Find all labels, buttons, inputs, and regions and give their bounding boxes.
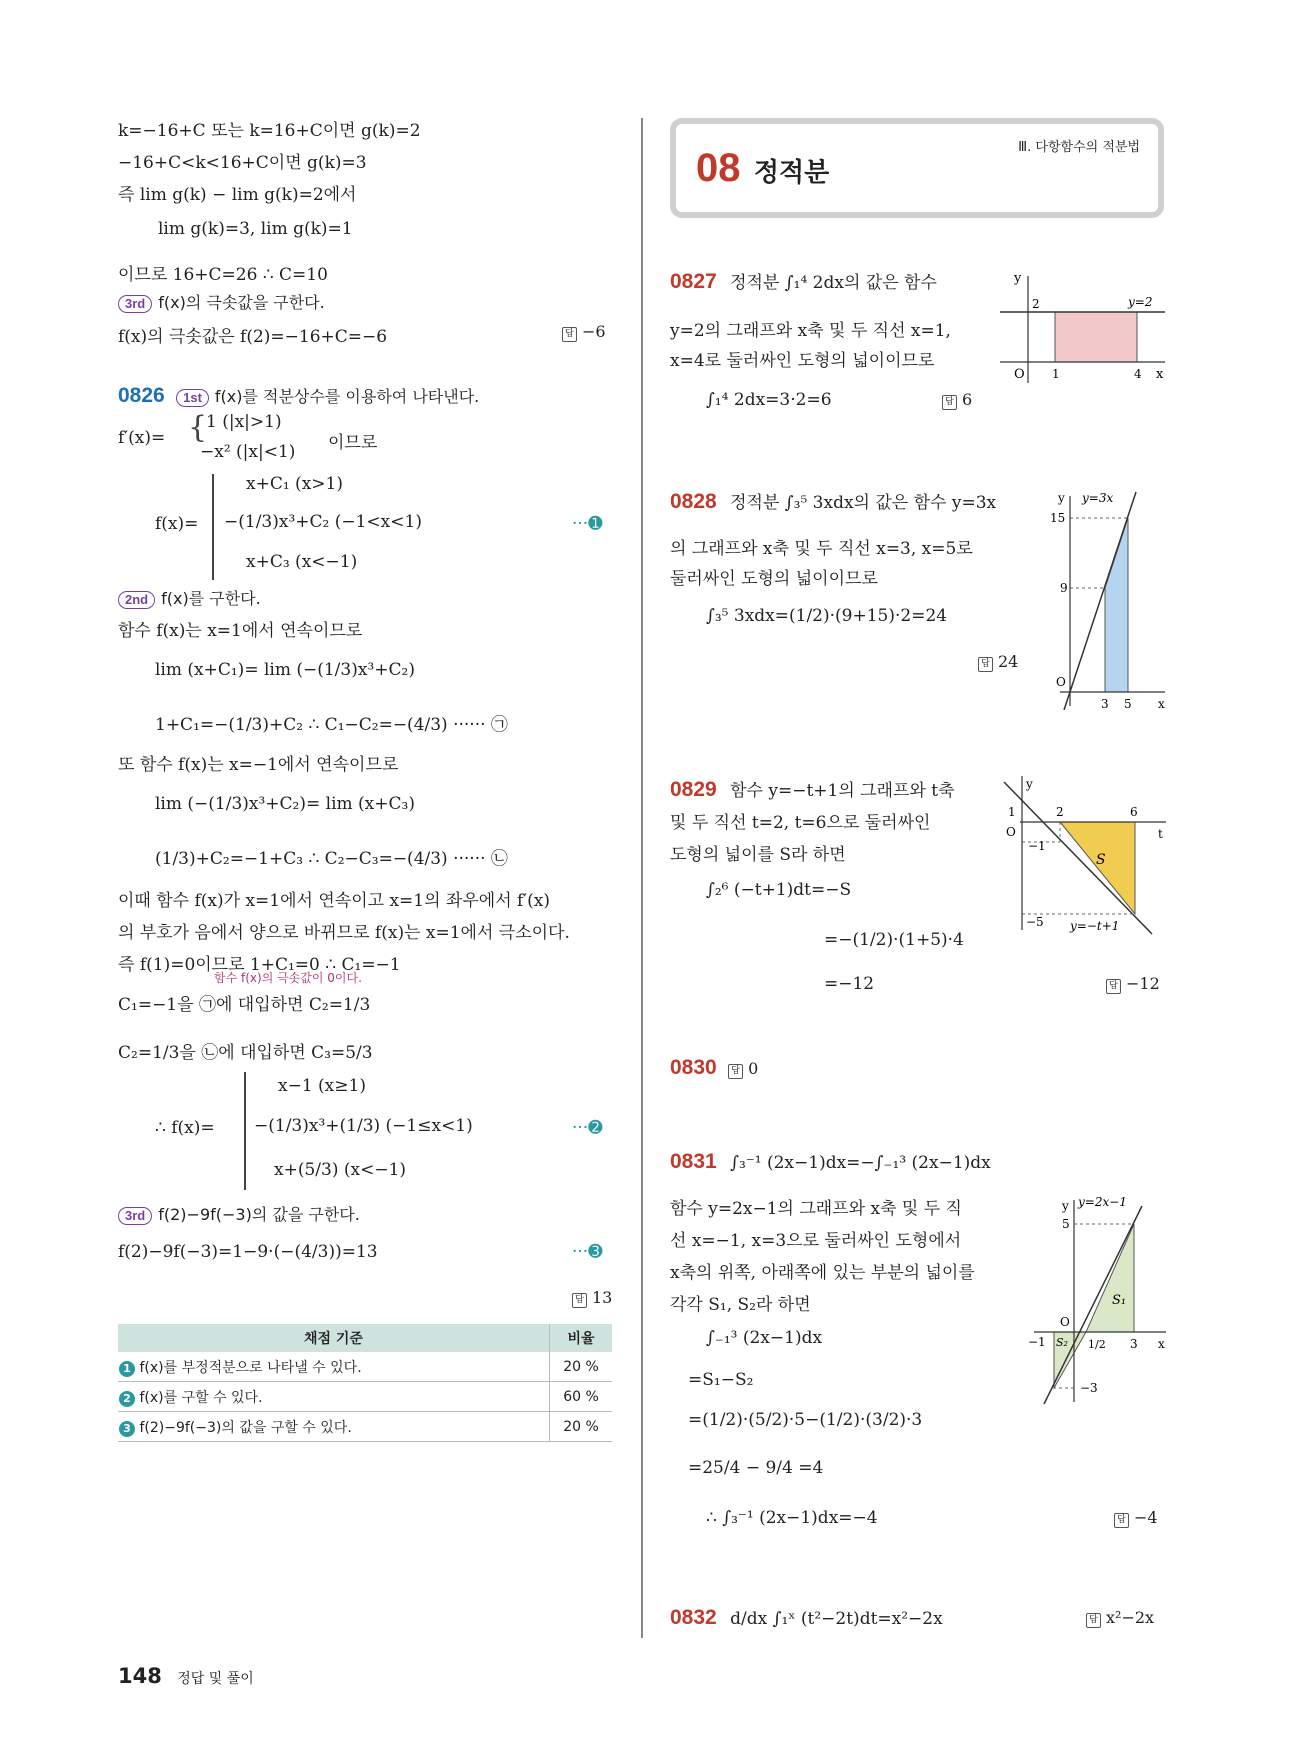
number-circle-icon: 2 (119, 1391, 135, 1407)
axis-label: y (1058, 491, 1065, 505)
axis-label: t (1158, 827, 1163, 841)
graph-0828 (1040, 488, 1170, 710)
problem-0832-line: 0832 d/dx ∫₁ˣ (t²−2t)dt=x²−2x (670, 1606, 943, 1629)
problem-0827-line: 0827 정적분 ∫₁⁴ 2dx의 값은 함수 (670, 270, 937, 293)
area-rect (1055, 312, 1137, 362)
axis-label: x (1158, 697, 1165, 710)
line: lim (−(1/3)x³+C₂)= lim (x+C₃) (155, 794, 415, 814)
line: 함수 y=2x−1의 그래프와 x축 및 두 직 (670, 1199, 962, 1219)
brace: { (188, 410, 208, 445)
brace (212, 474, 214, 580)
line: ∫₁⁴ 2dx=3·2=6 (706, 390, 832, 410)
step-text: f(x)를 구한다. (161, 589, 261, 608)
tick-label: 9 (1060, 581, 1068, 595)
answer-mark-icon: 답 (1086, 1613, 1101, 1628)
annotation-note: 함수 f(x)의 극솟값이 0이다. (214, 971, 362, 985)
axis-label: y (1062, 1199, 1069, 1213)
line: 1+C₁=−(1/3)+C₂ ∴ C₁−C₂=−(4/3) ······ ㉠ (155, 715, 508, 735)
step-text: f(x)를 적분상수를 이용하여 나타낸다. (214, 387, 480, 406)
table-header: 채점 기준 (118, 1324, 550, 1352)
tick-label: 6 (1130, 805, 1138, 819)
step-heading (118, 586, 261, 609)
number-circle-icon: 3 (119, 1421, 135, 1437)
step-badge: 2nd (118, 591, 155, 609)
tick-label: 4 (1134, 367, 1142, 381)
brace (244, 1072, 246, 1190)
line: x축의 위쪽, 아래쪽에 있는 부분의 넓이를 (670, 1263, 975, 1283)
curve-label: y=2x−1 (1078, 1195, 1127, 1209)
answer: 답 6 (942, 390, 972, 410)
line: ∫₂⁶ (−t+1)dt=−S (706, 880, 852, 900)
section-heading (696, 146, 829, 191)
footer-label: 정답 및 풀이 (177, 1671, 254, 1687)
section-title-box (670, 118, 1164, 218)
tick-label: 2 (1056, 805, 1064, 819)
problem-0831-line: 0831 ∫₃⁻¹ (2x−1)dx=−∫₋₁³ (2x−1)dx (670, 1150, 991, 1173)
axis-label: y (1026, 777, 1033, 791)
curve-label: y=2 (1128, 295, 1153, 309)
problem-number: 0830 (670, 1056, 717, 1079)
area-label: S (1096, 852, 1106, 868)
line: =S₁−S₂ (688, 1370, 754, 1390)
problem-number: 0828 (670, 490, 717, 513)
table-row: 3 f(2)−9f(−3)의 값을 구할 수 있다. 20 % (118, 1412, 612, 1442)
line: 이므로 16+C=26 ∴ C=10 (118, 265, 328, 285)
tick-label: 1 (1052, 367, 1060, 381)
case: x+C₁ (x>1) (246, 474, 343, 494)
line: (1/3)+C₂=−1+C₃ ∴ C₂−C₃=−(4/3) ······ ㉡ (155, 849, 508, 869)
graph-0831 (1026, 1192, 1170, 1412)
step-text: f(2)−9f(−3)의 값을 구한다. (158, 1205, 360, 1224)
curve-label: y=−t+1 (1070, 919, 1120, 933)
origin-label: O (1056, 675, 1066, 689)
line: 또 함수 f(x)는 x=−1에서 연속이므로 (118, 755, 399, 775)
problem-0826-heading (118, 384, 479, 408)
case: −(1/3)x³+(1/3) (−1≤x<1) (254, 1116, 473, 1136)
line: ∴ ∫₃⁻¹ (2x−1)dx=−4 (706, 1508, 878, 1528)
step-heading (118, 290, 325, 313)
case: 1 (|x|>1) (206, 412, 282, 432)
line: C₁=−1을 ㉠에 대입하면 C₂=1/3 (118, 995, 371, 1015)
problem-0830-line: 0830 답 0 (670, 1056, 759, 1079)
section-number: 08 (696, 146, 741, 190)
text: 이므로 (328, 433, 378, 453)
graph-0827 (1000, 268, 1170, 388)
tick-label: 1 (1008, 805, 1016, 819)
line: =(1/2)·(5/2)·5−(1/2)·(3/2)·3 (688, 1410, 923, 1430)
case: x+(5/3) (x<−1) (274, 1160, 407, 1180)
line: C₂=1/3을 ㉡에 대입하면 C₃=5/3 (118, 1043, 373, 1063)
answer-mark-icon: 답 (1106, 979, 1121, 994)
f-lhs: f(x)= (155, 514, 199, 534)
answer-mark-icon: 답 (942, 395, 957, 410)
tick-label: 1/2 (1088, 1338, 1106, 1351)
tick-label: −3 (1080, 1381, 1098, 1395)
tick-label: 5 (1124, 697, 1132, 710)
line: 즉 f(1)=0이므로 1+C₁=0 ∴ C₁=−1 (118, 955, 401, 975)
line: lim g(k)=3, lim g(k)=1 (158, 219, 353, 239)
table-header: 비율 (550, 1324, 613, 1352)
answer: 답 −4 (1114, 1508, 1158, 1528)
problem-number: 0832 (670, 1606, 717, 1629)
tick-label: −1 (1028, 1335, 1046, 1349)
tick-label: 3 (1101, 697, 1109, 710)
problem-0829-line: 0829 함수 y=−t+1의 그래프와 t축 (670, 778, 955, 801)
answer: 답 −6 (562, 322, 606, 342)
answer-mark-icon: 답 (1114, 1513, 1129, 1528)
answer-mark-icon: 답 (572, 1293, 587, 1308)
origin-label: O (1060, 1315, 1070, 1329)
curve-label: y=3x (1082, 491, 1114, 505)
step-badge: 3rd (118, 295, 152, 313)
line: 및 두 직선 t=2, t=6으로 둘러싸인 (670, 813, 931, 833)
graph-0829 (1000, 774, 1170, 940)
column-divider (641, 118, 643, 1638)
origin-label: O (1014, 367, 1025, 382)
line: ∫₃⁵ 3xdx=(1/2)·(9+15)·2=24 (706, 606, 948, 626)
answer-mark-icon: 답 (562, 327, 577, 342)
table-row: 1 f(x)를 부정적분으로 나타낼 수 있다. 20 % (118, 1352, 612, 1382)
fprime-lhs: f′(x)= (118, 428, 166, 448)
problem-number: 0827 (670, 270, 717, 293)
line: 도형의 넓이를 S라 하면 (670, 845, 846, 865)
line: −16+C<k<16+C이면 g(k)=3 (118, 153, 367, 173)
area-s1 (1086, 1224, 1134, 1332)
line: =−12 (824, 974, 875, 994)
line: 선 x=−1, x=3으로 둘러싸인 도형에서 (670, 1231, 962, 1251)
f-lhs: ∴ f(x)= (155, 1118, 215, 1138)
tick-label: −1 (1028, 839, 1046, 853)
case: −x² (|x|<1) (200, 442, 296, 462)
number-circle-icon: 1 (119, 1361, 135, 1377)
tick-label: 15 (1050, 511, 1066, 525)
line: y=2의 그래프와 x축 및 두 직선 x=1, (670, 321, 951, 341)
line: =25/4 − 9/4 =4 (688, 1458, 824, 1478)
marker: ···➊ (572, 514, 603, 534)
case: x−1 (x≥1) (278, 1076, 366, 1096)
axis-label: y (1014, 271, 1022, 286)
line: f(2)−9f(−3)=1−9·(−(4/3))=13 (118, 1242, 378, 1262)
area-label: S₁ (1112, 1293, 1127, 1308)
chapter-label: Ⅲ. 다항함수의 적분법 (1018, 140, 1140, 155)
answer: 답 13 (572, 1288, 612, 1308)
line: =−(1/2)·(1+5)·4 (824, 930, 964, 950)
tick-label: 5 (1062, 1217, 1070, 1231)
line: x=4로 둘러싸인 도형의 넓이이므로 (670, 351, 935, 371)
line: 함수 f(x)는 x=1에서 연속이므로 (118, 621, 363, 641)
case: x+C₃ (x<−1) (246, 552, 358, 572)
tick-label: −5 (1026, 915, 1044, 929)
area-triangle (1060, 822, 1135, 914)
problem-0828-line: 0828 정적분 ∫₃⁵ 3xdx의 값은 함수 y=3x (670, 490, 997, 513)
page-number: 148 (118, 1664, 162, 1688)
line: 이때 함수 f(x)가 x=1에서 연속이고 x=1의 좌우에서 f′(x) (118, 891, 551, 911)
step-badge: 1st (176, 389, 209, 407)
answer: 답 x²−2x (1086, 1608, 1154, 1628)
table-row: 2 f(x)를 구할 수 있다. 60 % (118, 1382, 612, 1412)
marker: ···➌ (572, 1242, 603, 1262)
problem-number: 0826 (118, 384, 165, 407)
problem-number: 0831 (670, 1150, 717, 1173)
line: 즉 lim g(k) − lim g(k)=2에서 (118, 185, 357, 205)
tick-label: 2 (1032, 297, 1040, 311)
line: f(x)의 극솟값은 f(2)=−16+C=−6 (118, 327, 388, 347)
area-trapezoid (1105, 518, 1128, 692)
scoring-table (118, 1324, 612, 1442)
line: 의 그래프와 x축 및 두 직선 x=3, x=5로 (670, 539, 973, 559)
page-footer (118, 1664, 254, 1688)
marker: ···➋ (572, 1118, 603, 1138)
step-heading (118, 1202, 360, 1225)
line: k=−16+C 또는 k=16+C이면 g(k)=2 (118, 121, 421, 141)
answer-mark-icon: 답 (728, 1064, 743, 1079)
line: lim (x+C₁)= lim (−(1/3)x³+C₂) (155, 660, 415, 680)
answer: 답 −12 (1106, 974, 1160, 994)
area-label: S₂ (1056, 1336, 1068, 1349)
step-badge: 3rd (118, 1207, 152, 1225)
line: 각각 S₁, S₂라 하면 (670, 1295, 811, 1315)
case: −(1/3)x³+C₂ (−1<x<1) (224, 512, 422, 532)
step-text: f(x)의 극솟값을 구한다. (158, 293, 325, 312)
tick-label: 3 (1130, 1337, 1138, 1351)
line: ∫₋₁³ (2x−1)dx (706, 1328, 823, 1348)
section-title: 정적분 (753, 158, 830, 188)
axis-label: x (1158, 1337, 1165, 1351)
origin-label: O (1006, 825, 1016, 839)
axis-label: x (1156, 367, 1164, 382)
line: 의 부호가 음에서 양으로 바뀌므로 f(x)는 x=1에서 극소이다. (118, 923, 570, 943)
problem-number: 0829 (670, 778, 717, 801)
answer-mark-icon: 답 (978, 657, 993, 672)
line: 둘러싸인 도형의 넓이이므로 (670, 569, 878, 589)
answer: 답 24 (978, 652, 1018, 672)
